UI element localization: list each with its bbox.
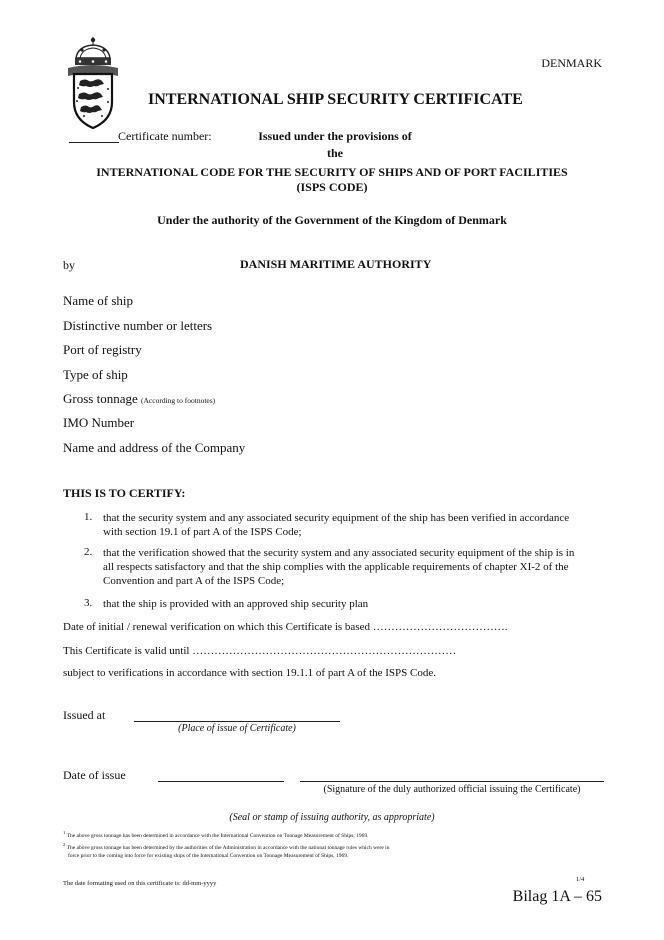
field-gross-tonnage [63, 391, 215, 407]
certify-item-1-number: 1. [84, 511, 93, 523]
date-initial-verification: Date of initial / renewal verification on which this Certificate is based ………………………………. [63, 621, 508, 633]
field-company: Name and address of the Company [63, 440, 246, 455]
certify-item-2-text: that the verification showed that the security system and any associated security equipment of the ship is in all respects satisfactory and that the ship complies with the applicable requirements of chapter XI-2 of the Convention and part A of the ISPS Code; [103, 547, 575, 587]
certify-heading: THIS IS TO CERTIFY: [63, 486, 186, 500]
field-port-of-registry: Port of registry [63, 342, 142, 357]
field-name-of-ship: Name of ship [63, 293, 134, 308]
field-distinctive-number: Distinctive number or letters [63, 318, 213, 333]
footnote-1-text: The above gross tonnage has been determined in accordance with the International Convention on Tonnage Measurement of Ships, 1969. [66, 832, 369, 839]
page-number: 1/4 [576, 876, 585, 883]
certify-item-2-number: 2. [84, 546, 93, 558]
code-title-line1: INTERNATIONAL CODE FOR THE SECURITY OF SHIPS AND OF PORT FACILITIES [96, 165, 568, 179]
field-type-of-ship: Type of ship [63, 367, 128, 382]
code-title-line2: (ISPS CODE) [296, 180, 368, 194]
authority-line: Under the authority of the Government of the Kingdom of Denmark [157, 213, 507, 227]
field-imo-number: IMO Number [63, 415, 135, 430]
footnote-2-line2: force prior to the coming into force for existing ships of the International Convention on Tonnage Measurement of Ships, 1969. [68, 853, 349, 859]
issued-under-line2: the [327, 146, 343, 160]
issued-at-label: Issued at [63, 708, 106, 722]
place-of-issue-line [134, 721, 340, 722]
country-label: DENMARK [541, 56, 602, 70]
issuing-authority: DANISH MARITIME AUTHORITY [240, 257, 432, 271]
cert-number-rule [69, 142, 119, 143]
cert-number-label: Certificate number: [118, 129, 212, 143]
certify-item-1-text: that the security system and any associated security equipment of the ship has been verified in accordance with section 19.1 of part A of the ISPS Code; [103, 512, 570, 538]
issued-under-line1: Issued under the provisions of [258, 129, 412, 143]
date-of-issue-line [158, 781, 284, 782]
date-of-issue-label: Date of issue [63, 768, 126, 782]
valid-until: This Certificate is valid until ……………………………………………………………… [63, 645, 457, 657]
by-label: by [63, 258, 75, 272]
signature-caption: (Signature of the duly authorized official issuing the Certificate) [323, 784, 581, 795]
footnote-2-line1 [63, 842, 389, 851]
gross-tonnage-note: (According to footnotes) [141, 396, 216, 405]
date-format-note: The date formating used on this certificate is: dd-mm-yyyy [63, 880, 217, 887]
footnote-1-mark: 1 [63, 830, 66, 835]
footnote-1 [63, 830, 369, 839]
gross-tonnage-label: Gross tonnage [63, 391, 138, 406]
signature-line [300, 781, 604, 782]
certificate-title: INTERNATIONAL SHIP SECURITY CERTIFICATE [148, 91, 523, 108]
seal-caption: (Seal or stamp of issuing authority, as appropriate) [229, 812, 435, 823]
footnote-2-text-line1: The above gross tonnage has been determined by the authorities of the Administration in accordance with the national tonnage rules which were in [66, 844, 390, 851]
footnote-2-mark: 2 [63, 842, 66, 847]
place-of-issue-caption: (Place of issue of Certificate) [178, 723, 296, 734]
bilag-label: Bilag 1A – 65 [512, 888, 602, 905]
subject-to-verifications: subject to verifications in accordance with section 19.1.1 of part A of the ISPS Code. [63, 667, 437, 679]
coat-of-arms-icon [64, 36, 122, 132]
certify-item-3-text: that the ship is provided with an approved ship security plan [103, 598, 369, 610]
certify-item-3-number: 3. [84, 597, 93, 609]
